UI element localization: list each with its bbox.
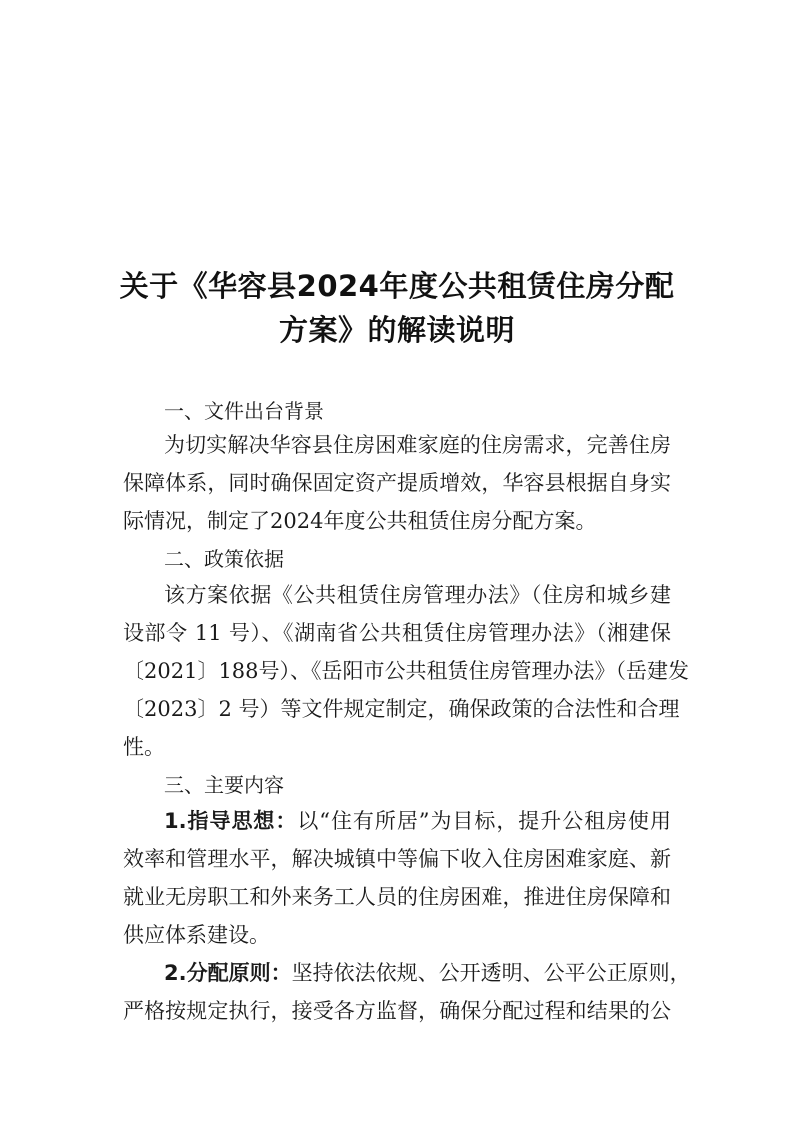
document-title-line-2: 方案》的解读说明 bbox=[278, 313, 515, 347]
section-1-paragraph-line: 为切实解决华容县住房困难家庭的住房需求，完善住房 bbox=[164, 433, 671, 457]
section-2-paragraph-line: 〔2021〕188号）、《岳阳市公共租赁住房管理办法》（岳建发 bbox=[123, 659, 690, 683]
item-1-first-line bbox=[164, 806, 671, 836]
item-1-paragraph-line: 就业无房职工和外来务工人员的住房困难，推进住房保障和 bbox=[123, 885, 671, 909]
item-1-paragraph-line: 效率和管理水平，解决城镇中等偏下收入住房困难家庭、新 bbox=[123, 847, 671, 871]
item-1-text: 以“住有所居”为目标，提升公租房使用 bbox=[297, 809, 671, 833]
section-2-paragraph-line: 设部令 11 号）、《湖南省公共租赁住房管理办法》（湘建保 bbox=[123, 621, 671, 645]
section-2-heading: 二、政策依据 bbox=[164, 547, 284, 571]
item-2-first-line bbox=[164, 958, 691, 988]
item-2-text: 坚持依法依规、公开透明、公平公正原则， bbox=[291, 961, 691, 985]
document-title-line-1: 关于《华容县2024年度公共租赁住房分配 bbox=[119, 269, 675, 303]
section-1-paragraph-line: 保障体系，同时确保固定资产提质增效，华容县根据自身实 bbox=[123, 471, 671, 495]
section-1-heading: 一、文件出台背景 bbox=[164, 399, 324, 423]
section-2-paragraph-line: 〔2023〕2 号）等文件规定制定，确保政策的合法性和合理 bbox=[123, 697, 680, 721]
item-2-paragraph-line: 严格按规定执行，接受各方监督，确保分配过程和结果的公 bbox=[123, 999, 671, 1023]
item-1-label: 1.指导思想： bbox=[164, 809, 298, 833]
section-1-paragraph-line: 际情况，制定了2024年度公共租赁住房分配方案。 bbox=[123, 509, 597, 533]
item-1-paragraph-line: 供应体系建设。 bbox=[123, 923, 270, 947]
section-2-paragraph-line: 该方案依据《公共租赁住房管理办法》（住房和城乡建 bbox=[164, 583, 671, 607]
section-3-heading: 三、主要内容 bbox=[164, 773, 284, 797]
item-2-label: 2.分配原则： bbox=[164, 961, 292, 985]
section-2-paragraph-line: 性。 bbox=[123, 735, 165, 759]
